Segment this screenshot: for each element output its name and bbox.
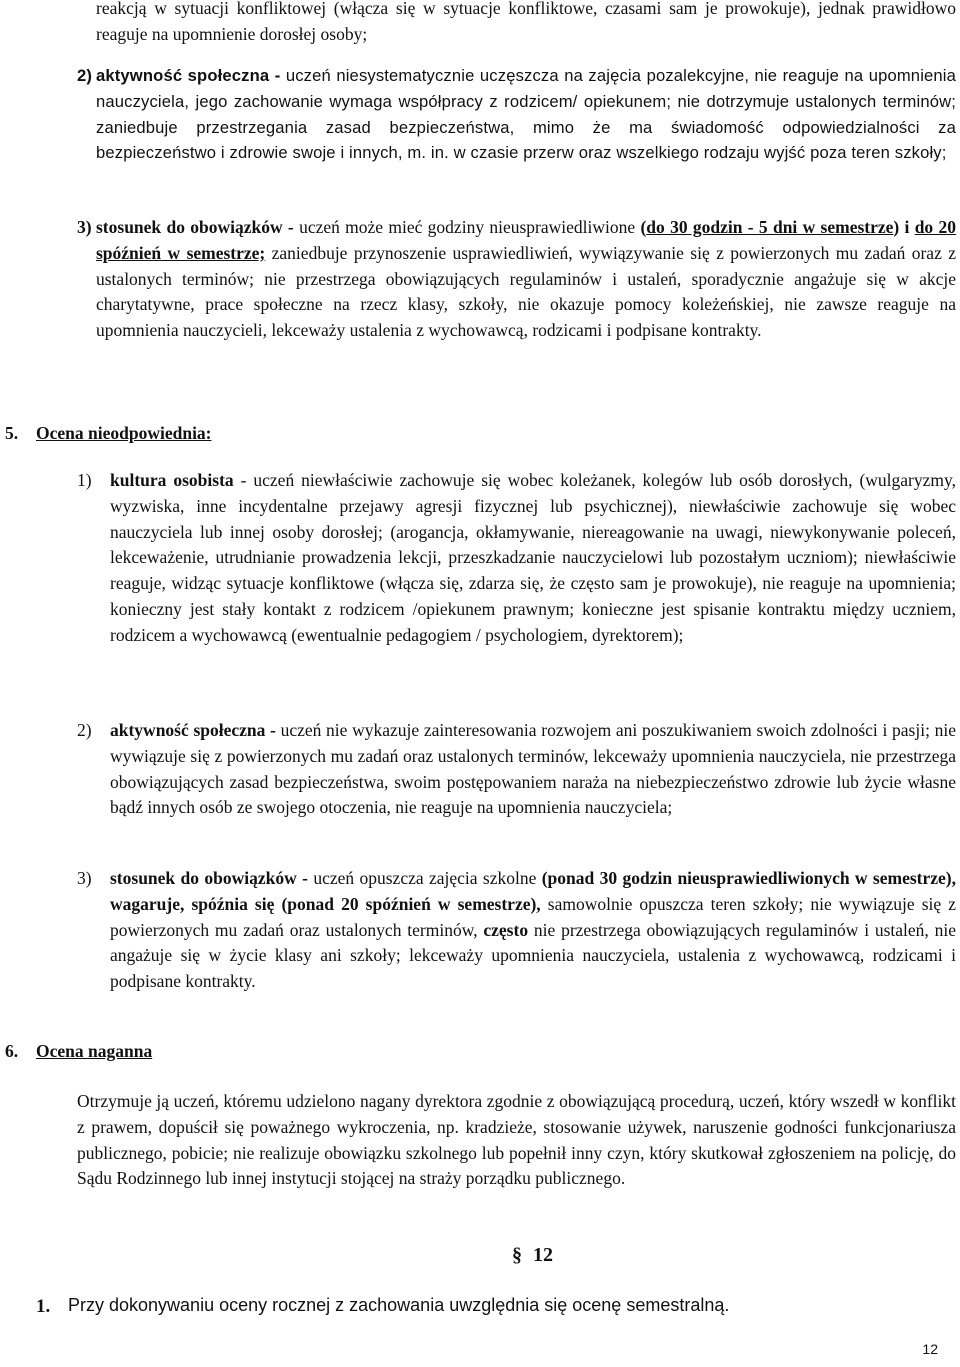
- paragraph-item-1-number: 1.: [36, 1296, 51, 1317]
- continued-item-text: reakcją w sytuacji konfliktowej (włącza się w sytuacje konfliktowe, czasami sam je prowokuje), jednak prawidłowo reaguje na upomnienie dorosłej osoby;: [96, 0, 956, 44]
- item-2-number: 2): [77, 66, 93, 85]
- section-5-item-3-text-2: samowolnie opuszcza teren szkoły; nie wywiązuje się z powierzonych mu zadań oraz ustalonych terminów,: [110, 893, 956, 940]
- item-3-late-limit: do 20 spóźnień w semestrze;: [96, 217, 956, 263]
- item-2-bold-label: aktywność społeczna -: [96, 66, 281, 85]
- section-5-item-3-bold-3: często: [483, 919, 529, 940]
- section-5-item-2-text: uczeń nie wykazuje zainteresowania rozwojem ani poszukiwaniem swoich zdolności i pasji; nie wywiązuje się z powierzonych mu zadań oraz ustalonych terminów, lekceważy upomnienia nauczyciela, nie przestrzega obowiązujących zasad bezpieczeństwa, swoim postępowaniem naraża na niebezpieczeństwo zdrowie lub życie własne bądź innych osób ze swojego otoczenia, nie reaguje na upomnienia nauczyciela;: [110, 720, 956, 818]
- section-5-item-1-text: - uczeń niewłaściwie zachowuje się wobec koleżanek, kolegów lub osób dorosłych, (wulgaryzmy, wyzwiska, inne incydentalne przejawy agresji fizycznej lub psychicznej), niewłaściwie zachowuje się wobec nauczyciela lub innej osoby dorosłej; (arogancja, okłamywanie, niereagowanie na uwagi, niewykonywanie poleceń, lekceważenie, utrudnianie prowadzenia lekcji, przeszkadzanie nauczycielowi lub pozostałym uczniom); niewłaściwie reaguje, widząc sytuacje konfliktowe (włącza się, zdarza się, że często sam je prowokuje), nie reaguje na upomnienia; konieczny jest stały kontakt z rodzicem /opiekunem prawnym; konieczne jest spisanie kontraktu między uczniem, rodzicem a wychowawcą (ewentualnie pedagogiem / psychologiem, dyrektorem);: [110, 470, 956, 645]
- item-3-duties: [96, 215, 956, 344]
- item-3-bold-2: (: [640, 217, 647, 237]
- section-5-item-3-bold-2: (ponad 30 godzin nieusprawiedliwionych w semestrze), wagaruje, spóźnia się (ponad 20 spóźnień w semestrze),: [110, 868, 956, 914]
- section-5-item-1: [110, 468, 956, 649]
- section-5-item-2-number: 2): [77, 720, 92, 740]
- item-3-text-1: uczeń może mieć godziny nieusprawiedliwione: [293, 217, 641, 237]
- paragraph-heading: [512, 1243, 553, 1269]
- item-3-bold-3: ) i: [893, 217, 915, 237]
- section-5-item-3-text-1: uczeń opuszcza zajęcia szkolne: [307, 868, 542, 888]
- item-3-number: 3): [77, 217, 92, 237]
- paragraph-symbol: §: [512, 1244, 522, 1266]
- section-5-item-3-label: stosunek do obowiązków -: [110, 868, 308, 888]
- section-5-item-3-number: 3): [77, 868, 92, 888]
- section-5-number: 5.: [5, 423, 19, 443]
- section-5-item-2: [110, 718, 956, 821]
- paragraph-number: 12: [533, 1244, 553, 1266]
- section-6-text: Otrzymuje ją uczeń, któremu udzielono nagany dyrektora zgodnie z obowiązującą procedurą, uczeń, który wszedł w konflikt z prawem, dopuścił się poważnego wykroczenia, np. kradzieże, stosowanie używek, naruszenie godności funkcjonariusza publicznego, pobicie; nie realizuje obowiązku szkolnego lub popełnił inny czyn, który skutkował zgłoszeniem na policję, do Sądu Rodzinnego lub innej instytucji stojącej na straży porządku publicznego.: [77, 1091, 956, 1189]
- paragraph-item-1: Przy dokonywaniu oceny rocznej z zachowania uwzględnia się ocenę semestralną.: [68, 1295, 730, 1315]
- item-3-hours-limit: do 30 godzin - 5 dni w semestrze: [646, 217, 894, 237]
- section-5-title: Ocena nieodpowiednia:: [36, 423, 212, 443]
- section-5-item-2-label: aktywność społeczna -: [110, 720, 276, 740]
- item-2-text: uczeń niesystematycznie uczęszcza na zajęcia pozalekcyjne, nie reaguje na upomnienia nauczyciela, jego zachowanie wymaga współpracy z rodzicem/ opiekunem; nie dotrzymuje ustalonych terminów; zaniedbuje przestrzegania zasad bezpieczeństwa, mimo że ma świadomość odpowiedzialności za bezpieczeństwo i zdrowie swoje i innych, m. in. w czasie przerw oraz wszelkiego rodzaju wyjść poza teren szkoły;: [96, 66, 956, 163]
- section-5-item-1-label: kultura osobista: [110, 470, 234, 490]
- section-6-number: 6.: [5, 1041, 19, 1061]
- section-5-item-1-number: 1): [77, 470, 92, 490]
- item-3-text-2: zaniedbuje przynoszenie usprawiedliwień, wywiązywanie się z powierzonych mu zadań oraz z ustalonych terminów; nie przestrzega obowiązujących regulaminów i ustaleń, sporadycznie angażuje się w akcje charytatywne, prace społeczne na rzecz klasy, szkoły, nie okazuje pomocy koleżeńskiej, nie zawsze reaguje na upomnienia nauczycieli, lekceważy ustalenia z wychowawcą, rodzicami i podpisane kontrakty.: [96, 242, 956, 341]
- section-5-item-3-text-3: nie przestrzega obowiązujących regulaminów i ustaleń, nie angażuje się w życie klasy ani szkoły; lekceważy upomnienia nauczyciela, ustalenia z wychowawcą, rodzicami i podpisane kontrakty.: [110, 919, 956, 992]
- section-6-title: Ocena naganna: [36, 1041, 153, 1061]
- page-number: 12: [922, 1341, 938, 1358]
- item-3-bold-label: stosunek do obowiązków -: [96, 217, 294, 237]
- section-5-item-3: [110, 866, 956, 995]
- item-2-activity: [96, 63, 956, 166]
